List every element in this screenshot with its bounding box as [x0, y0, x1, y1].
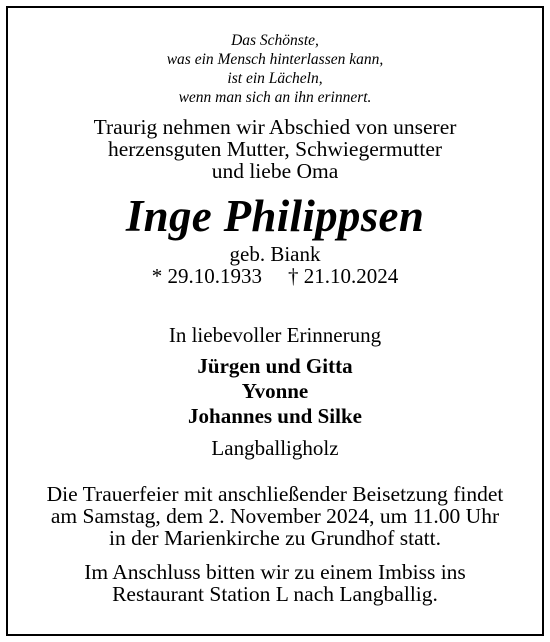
poem-line: Das Schönste, — [231, 32, 319, 49]
intro-line: herzensguten Mutter, Schwiegermutter — [107, 137, 443, 161]
poem-line: wenn man sich an ihn erinnert. — [178, 89, 372, 106]
intro-line: und liebe Oma — [211, 159, 339, 183]
birth-name: geb. Biank — [229, 242, 321, 266]
poem-line: ist ein Lächeln, — [227, 70, 323, 87]
mourners-heading: In liebevoller Erinnerung — [168, 323, 382, 347]
reception-line: Restaurant Station L nach Langballig. — [112, 582, 438, 606]
service-line: Die Trauerfeier mit anschließender Beisetzung findet — [46, 482, 504, 506]
intro-line: Traurig nehmen wir Abschied von unserer — [93, 115, 457, 139]
mourner-name: Jürgen und Gitta — [197, 354, 353, 378]
death-date: † 21.10.2024 — [288, 264, 399, 288]
poem-line: was ein Mensch hinterlassen kann, — [166, 51, 384, 68]
deceased-name: Inge Philippsen — [125, 191, 425, 241]
service-line: in der Marienkirche zu Grundhof statt. — [109, 526, 441, 550]
mourner-name: Johannes und Silke — [188, 404, 362, 428]
reception-line: Im Anschluss bitten wir zu einem Imbiss ins — [84, 560, 466, 584]
life-dates — [0, 266, 550, 287]
mourners-place: Langballigholz — [211, 436, 339, 460]
birth-date: * 29.10.1933 — [151, 264, 262, 288]
service-line: am Samstag, dem 2. November 2024, um 11.00 Uhr — [50, 504, 500, 528]
mourner-name: Yvonne — [241, 379, 309, 403]
